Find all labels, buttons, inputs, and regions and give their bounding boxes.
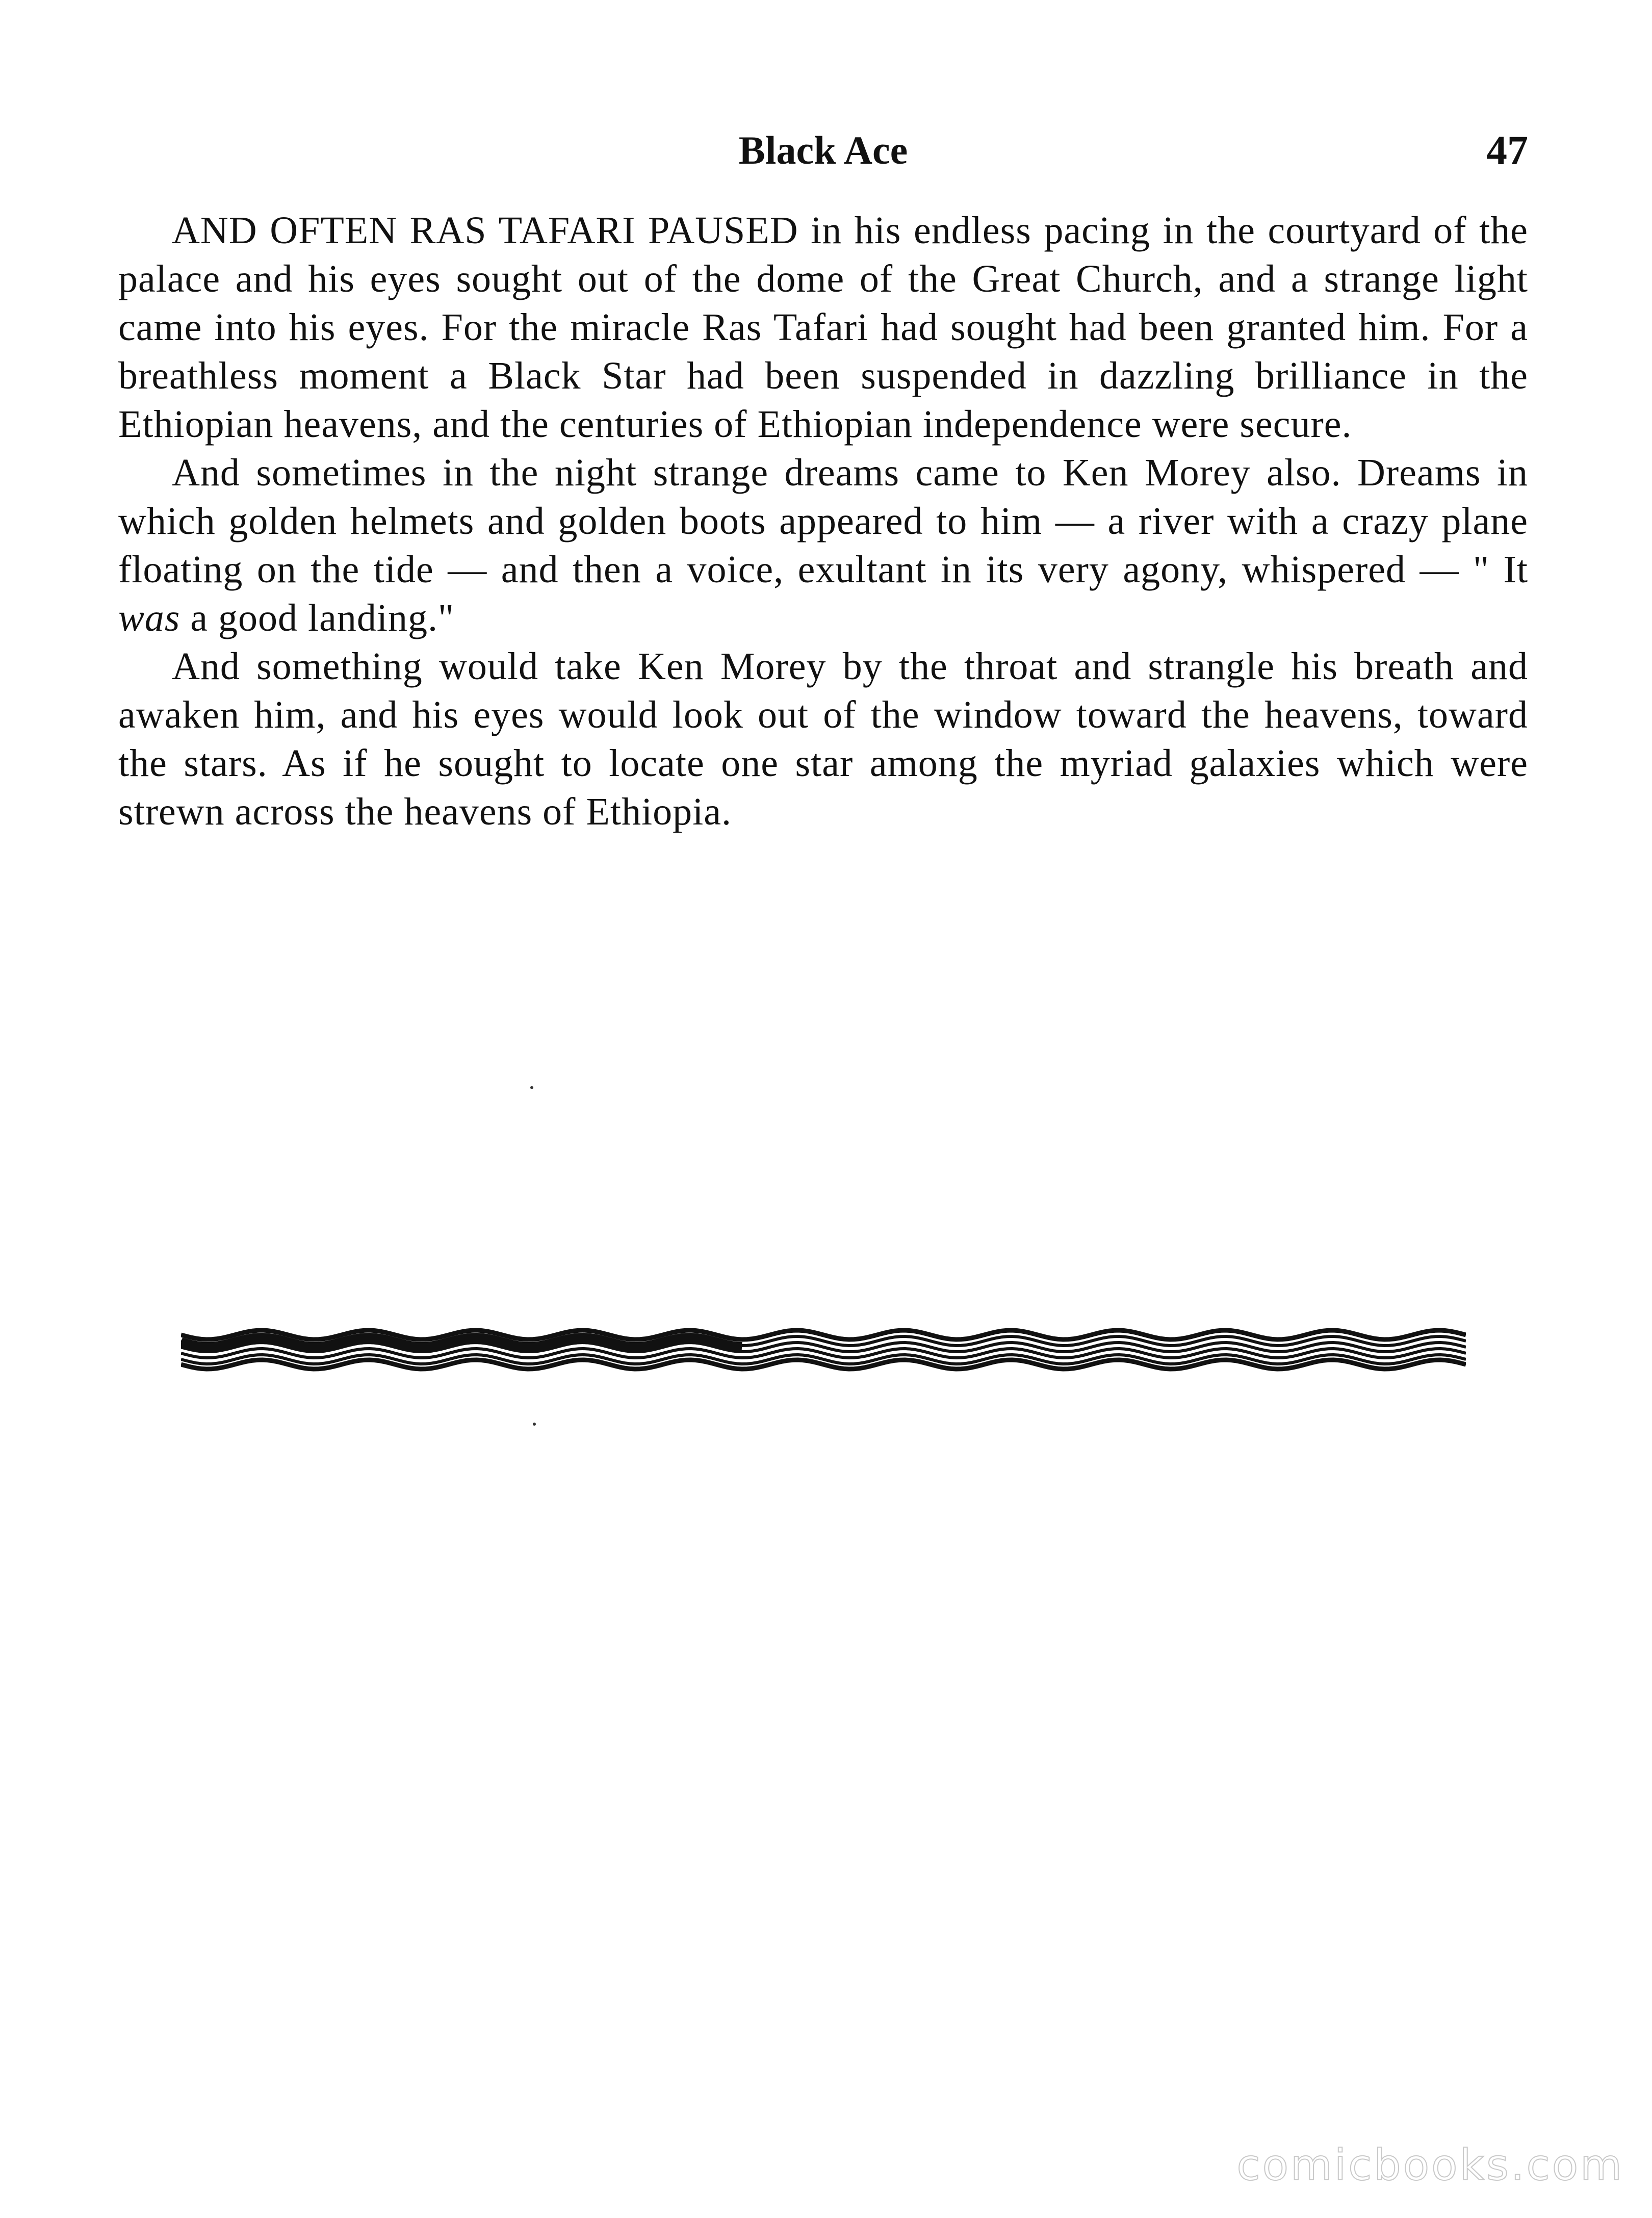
paragraph-2-text-before: And sometimes in the night strange dreams came to Ken Morey also. Dreams in which golden helmets and golden boots appeared to him — a river with a crazy plane floating on the tide — and then a voice, exultant in its very agony, whispered — " It <box>118 451 1528 591</box>
wavy-rule-ornament <box>181 1326 1466 1372</box>
running-head <box>118 122 1528 178</box>
wave-band <box>181 1338 742 1348</box>
paragraph-2-emphasis: was <box>118 597 180 639</box>
ink-speck <box>533 1423 536 1426</box>
page-number: 47 <box>1486 127 1528 173</box>
watermark: comicbooks.com <box>1236 2140 1624 2190</box>
running-title: Black Ace <box>738 128 908 172</box>
body-text <box>118 207 1528 836</box>
paragraph-2 <box>118 449 1528 642</box>
ink-speck <box>530 1086 533 1089</box>
paragraph-2-text-after: a good landing." <box>180 597 454 639</box>
paragraph-1: AND OFTEN RAS TAFARI PAUSED in his endless pacing in the courtyard of the palace and his eyes sought out of the dome of the Great Church, and a strange light came into his eyes. For the miracle Ras Tafari had sought had been granted him. For a breathless moment a Black Star had been suspended in dazzling brilliance in the Ethiopian heavens, and the centuries of Ethiopian independence were secure. <box>118 209 1528 446</box>
paragraph-3: And something would take Ken Morey by the throat and strangle his breath and awaken him, and his eyes would look out of the window toward the heavens, toward the stars. As if he sought to locate one star among the myriad galaxies which were strewn across the heavens of Ethiopia. <box>118 645 1528 833</box>
